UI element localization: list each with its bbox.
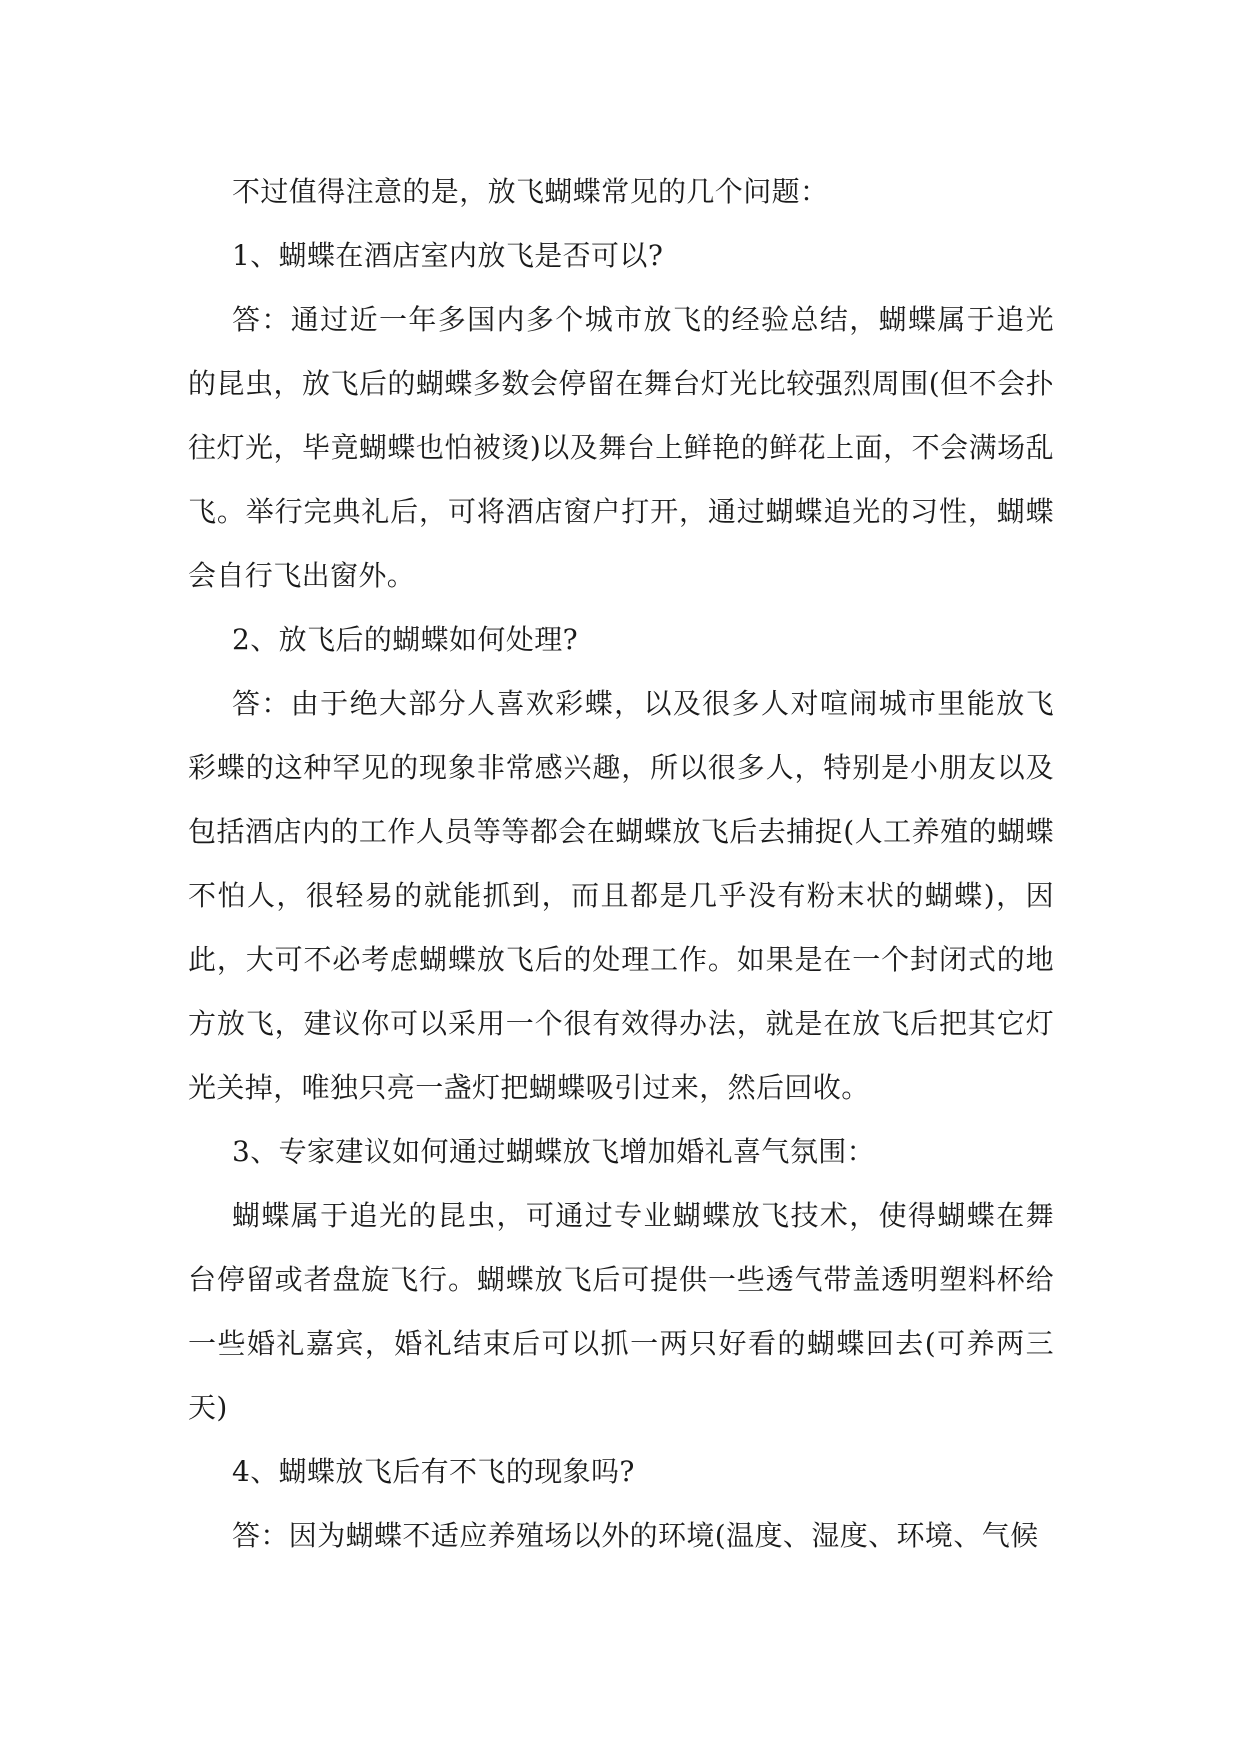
answer-4: 答：因为蝴蝶不适应养殖场以外的环境(温度、湿度、环境、气候 [232,1519,1039,1552]
answer-1: 答：通过近一年多国内多个城市放飞的经验总结，蝴蝶属于追光的昆虫，放飞后的蝴蝶多数会停留在舞台灯光比较强烈周围(但不会扑往灯光，毕竟蝴蝶也怕被烫)以及舞台上鲜艳的鲜花上面，不会满场乱飞。举行完典礼后，可将酒店窗户打开，通过蝴蝶追光的习性，蝴蝶会自行飞出窗外。 [188,303,1054,592]
intro-paragraph: 不过值得注意的是，放飞蝴蝶常见的几个问题： [232,175,829,208]
question-1: 1、蝴蝶在酒店室内放飞是否可以? [232,239,664,272]
question-4: 4、蝴蝶放飞后有不飞的现象吗? [232,1455,635,1488]
question-2: 2、放飞后的蝴蝶如何处理? [232,623,579,656]
answer-2: 答：由于绝大部分人喜欢彩蝶，以及很多人对喧闹城市里能放飞彩蝶的这种罕见的现象非常感兴趣，所以很多人，特别是小朋友以及包括酒店内的工作人员等等都会在蝴蝶放飞后去捕捉(人工养殖的蝴蝶不怕人，很轻易的就能抓到，而且都是几乎没有粉末状的蝴蝶)，因此，大可不必考虑蝴蝶放飞后的处理工作。如果是在一个封闭式的地方放飞，建议你可以采用一个很有效得办法，就是在放飞后把其它灯光关掉，唯独只亮一盏灯把蝴蝶吸引过来，然后回收。 [188,687,1054,1104]
answer-3: 蝴蝶属于追光的昆虫，可通过专业蝴蝶放飞技术，使得蝴蝶在舞台停留或者盘旋飞行。蝴蝶放飞后可提供一些透气带盖透明塑料杯给一些婚礼嘉宾，婚礼结束后可以抓一两只好看的蝴蝶回去(可养两三天) [188,1199,1054,1424]
question-3: 3、专家建议如何通过蝴蝶放飞增加婚礼喜气氛围： [232,1135,876,1168]
document-body [188,160,1054,1568]
